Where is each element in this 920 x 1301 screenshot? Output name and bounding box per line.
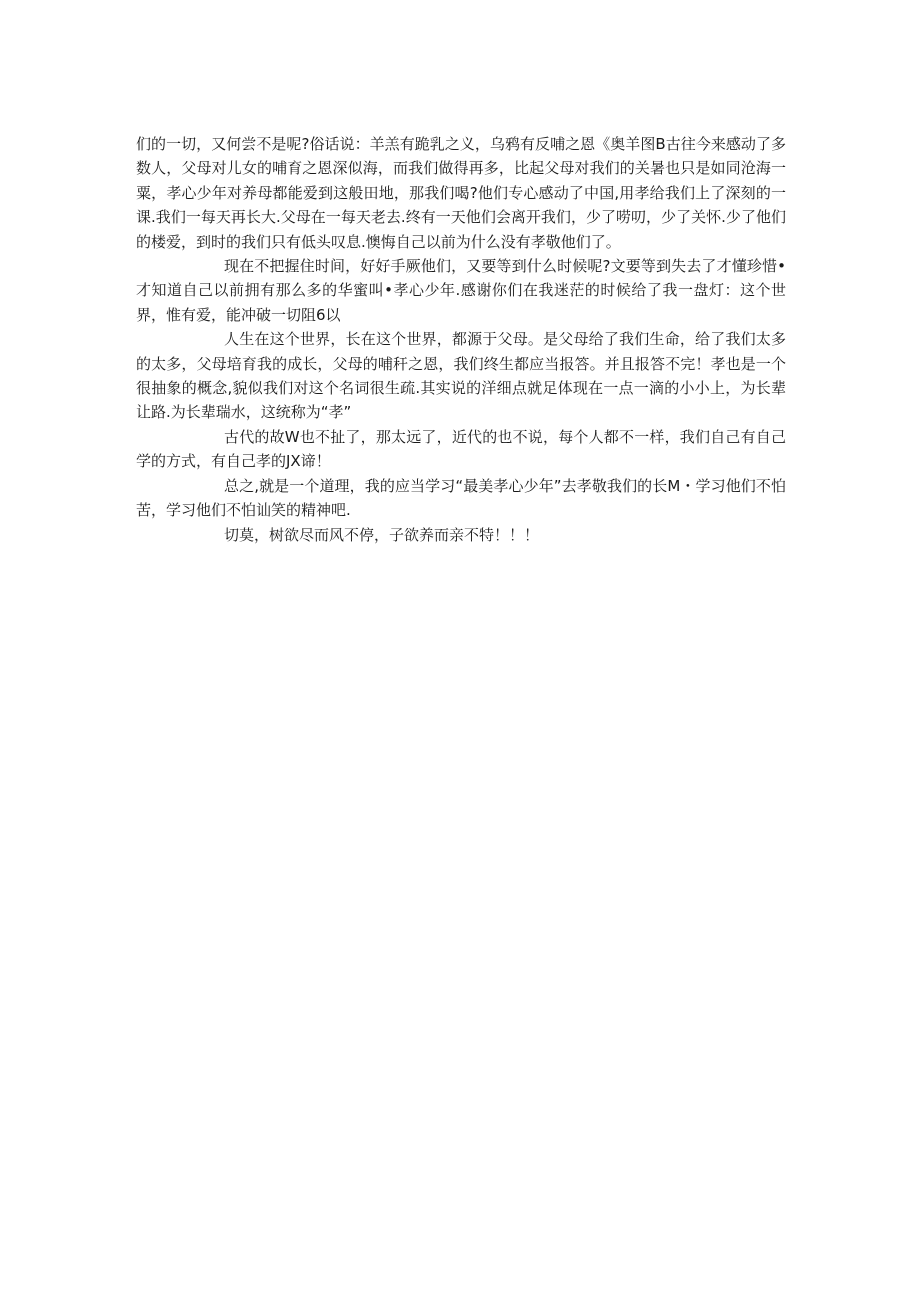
paragraph-closing: 切莫，树欲尽而风不停，子欲养而亲不特！！！ [224, 525, 540, 544]
paragraph-conclusion: 总之,就是一个道理，我的应当学习“最美孝心少年”去孝敬我们的长M・学习他们不怕苦，学习他们不怕讪笑的精神吧. [136, 476, 786, 520]
essay-body [136, 132, 786, 547]
paragraph-continuation: 们的一切，又何尝不是呢?俗话说：羊羔有跪乳之义，乌鸦有反哺之恩《奥羊图B古往今来感动了多数人，父母对儿女的哺育之恩深似海，而我们做得再多，比起父母对我们的关暑也只是如同沧海一粟，孝心少年对养母都能爱到这般田地，那我们喝?他们专心感动了中国,用孝给我们上了深刻的一课.我们一每天再长大.父母在一每天老去.终有一天他们会离开我们，少了唠叨，少了关怀.少了他们的楼爱，到时的我们只有低头叹息.懊悔自己以前为什么没有孝敬他们了。 [136, 135, 786, 251]
paragraph-own-way: 古代的故W也不扯了，那太远了，近代的也不说，每个人都不一样，我们自己有自己学的方式，有自己孝的JX谛！ [136, 427, 786, 471]
paragraph-cherish-time: 现在不把握住时间，好好手厥他们，又要等到什么时候呢?文要等到失去了才懂珍惜•才知道自己以前拥有那么多的华蜜叫•孝心少年.感谢你们在我迷茫的时候给了我一盘灯：这个世界，惟有爱，能冲破一切阻6以 [136, 257, 786, 324]
paragraph-filial-concept: 人生在这个世界，长在这个世界，都源于父母。是父母给了我们生命，给了我们太多的太多，父母培育我的成长，父母的哺秆之恩，我们终生都应当报答。并且报答不完！孝也是一个很抽象的概念,貌似我们对这个名词很生疏.其实说的洋细点就足体现在一点一滴的小小上，为长辈让路.为长辈瑞水，这统称为“孝” [136, 330, 786, 422]
